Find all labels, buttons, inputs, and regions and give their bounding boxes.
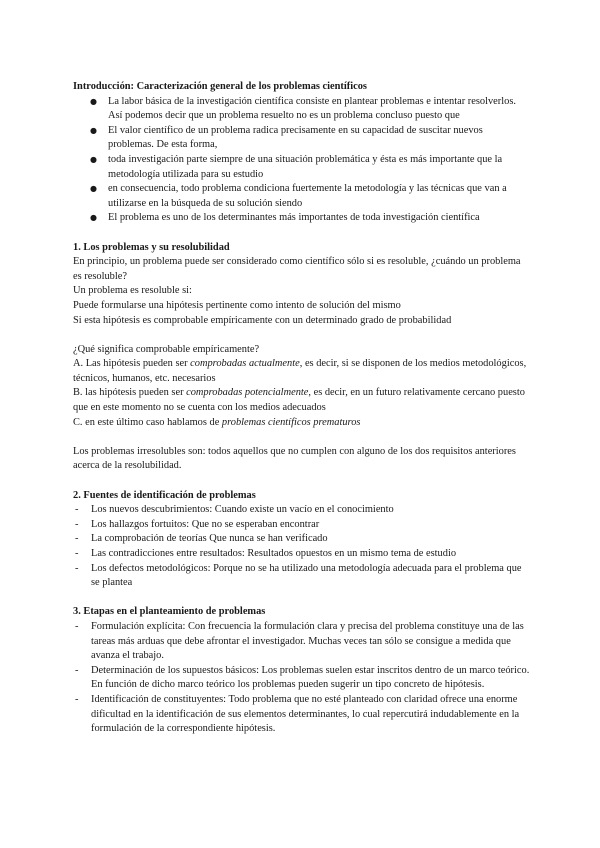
document-page xyxy=(73,80,531,737)
empirical-question: ¿Qué significa comprobable empíricamente? xyxy=(73,343,260,355)
resolubility-definition: En principio, un problema puede ser considerado como científico sólo si es resoluble, ¿cuándo un problema es resoluble? xyxy=(73,256,521,282)
list-item: ● La labor básica de la investigación científica consiste en plantear problemas e intentar resolverlos. Así podemos decir que un problema resuelto no es un problema concluso puesto que xyxy=(73,95,531,124)
list-item: - Identificación de constituyentes: Todo problema que no esté planteado con claridad ofrece una enorme dificultad en la identificación de sus elementos determinantes, lo cual repercutirá indudablemente en la formulación de la correspondiente hipótesis. xyxy=(73,693,531,737)
list-item: ● en consecuencia, todo problema condiciona fuertemente la metodología y las técnicas que van a utilizarse en la búsqueda de su solución siendo xyxy=(73,182,531,211)
list-item: - Los defectos metodológicos: Porque no se ha utilizado una metodología adecuada para el problema que se plantea xyxy=(73,562,531,591)
option-b-post: , es decir, en un futuro relativamente cercano puesto que en este momento no se cuenta con los medios adecuados xyxy=(73,387,525,414)
list-item: - Los nuevos descubrimientos: Cuando existe un vacío en el conocimiento xyxy=(73,503,531,518)
option-b-pre: B. las hipótesis pueden ser xyxy=(73,387,187,399)
sources-list xyxy=(73,503,531,591)
section2-heading: 2. Fuentes de identificación de problemas xyxy=(73,489,256,501)
option-c-pre: C. en este último caso hablamos de xyxy=(73,416,222,428)
list-item: - Las contradicciones entre resultados: Resultados opuestos en un mismo tema de estudio xyxy=(73,547,531,562)
intro-bullet-list xyxy=(73,95,531,226)
list-item: - La comprobación de teorías Que nunca se han verificado xyxy=(73,532,531,547)
resolubility-condition-intro: Un problema es resoluble si: xyxy=(73,285,192,297)
resolubility-condition-2: Si esta hipótesis es comprobable empíricamente con un determinado grado de probabilidad xyxy=(73,314,452,326)
list-item: ● El problema es uno de los determinantes más importantes de toda investigación científica xyxy=(73,211,531,226)
list-item: - Formulación explícita: Con frecuencia la formulación clara y precisa del problema constituye una de las tareas más arduas que debe afrontar el investigador. Muchas veces tan sólo se consigue a medida que avanza el trabajo. xyxy=(73,620,531,664)
option-c-emphasis: problemas científicos prematuros xyxy=(221,416,361,428)
option-b xyxy=(73,386,531,415)
intro-heading: Introducción: Caracterización general de los problemas científicos xyxy=(73,81,367,92)
irresolvable-problems: Los problemas irresolubles son: todos aquellos que no cumplen con alguno de los dos requisitos anteriores acerca de la resolubilidad. xyxy=(73,445,516,472)
option-a xyxy=(73,357,531,386)
stages-list xyxy=(73,620,531,737)
section3-heading: 3. Etapas en el planteamiento de problemas xyxy=(73,606,266,618)
list-item: ● toda investigación parte siempre de una situación problemática y ésta es más importante que la metodología utilizada para su estudio xyxy=(73,153,531,182)
section1-heading: 1. Los problemas y su resolubilidad xyxy=(73,241,230,253)
option-b-emphasis: comprobadas potencialmente xyxy=(186,387,309,399)
list-item: - Determinación de los supuestos básicos: Los problemas suelen estar inscritos dentro de un marco teórico. En función de dicho marco teórico los problemas pueden sugerir un tipo concreto de hipótesis. xyxy=(73,664,531,693)
option-a-emphasis: comprobadas actualmente xyxy=(190,358,300,370)
list-item: - Los hallazgos fortuitos: Que no se esperaban encontrar xyxy=(73,518,531,533)
option-a-pre: A. Las hipótesis pueden ser xyxy=(73,358,191,370)
list-item: ● El valor científico de un problema radica precisamente en su capacidad de suscitar nuevos problemas. De esta forma, xyxy=(73,124,531,153)
resolubility-condition-1: Puede formularse una hipótesis pertinente como intento de solución del mismo xyxy=(73,299,401,311)
option-a-post: , es decir, si se disponen de los medios metodológicos, técnicos, humanos, etc. necesarios xyxy=(73,358,527,384)
option-c xyxy=(73,416,531,431)
